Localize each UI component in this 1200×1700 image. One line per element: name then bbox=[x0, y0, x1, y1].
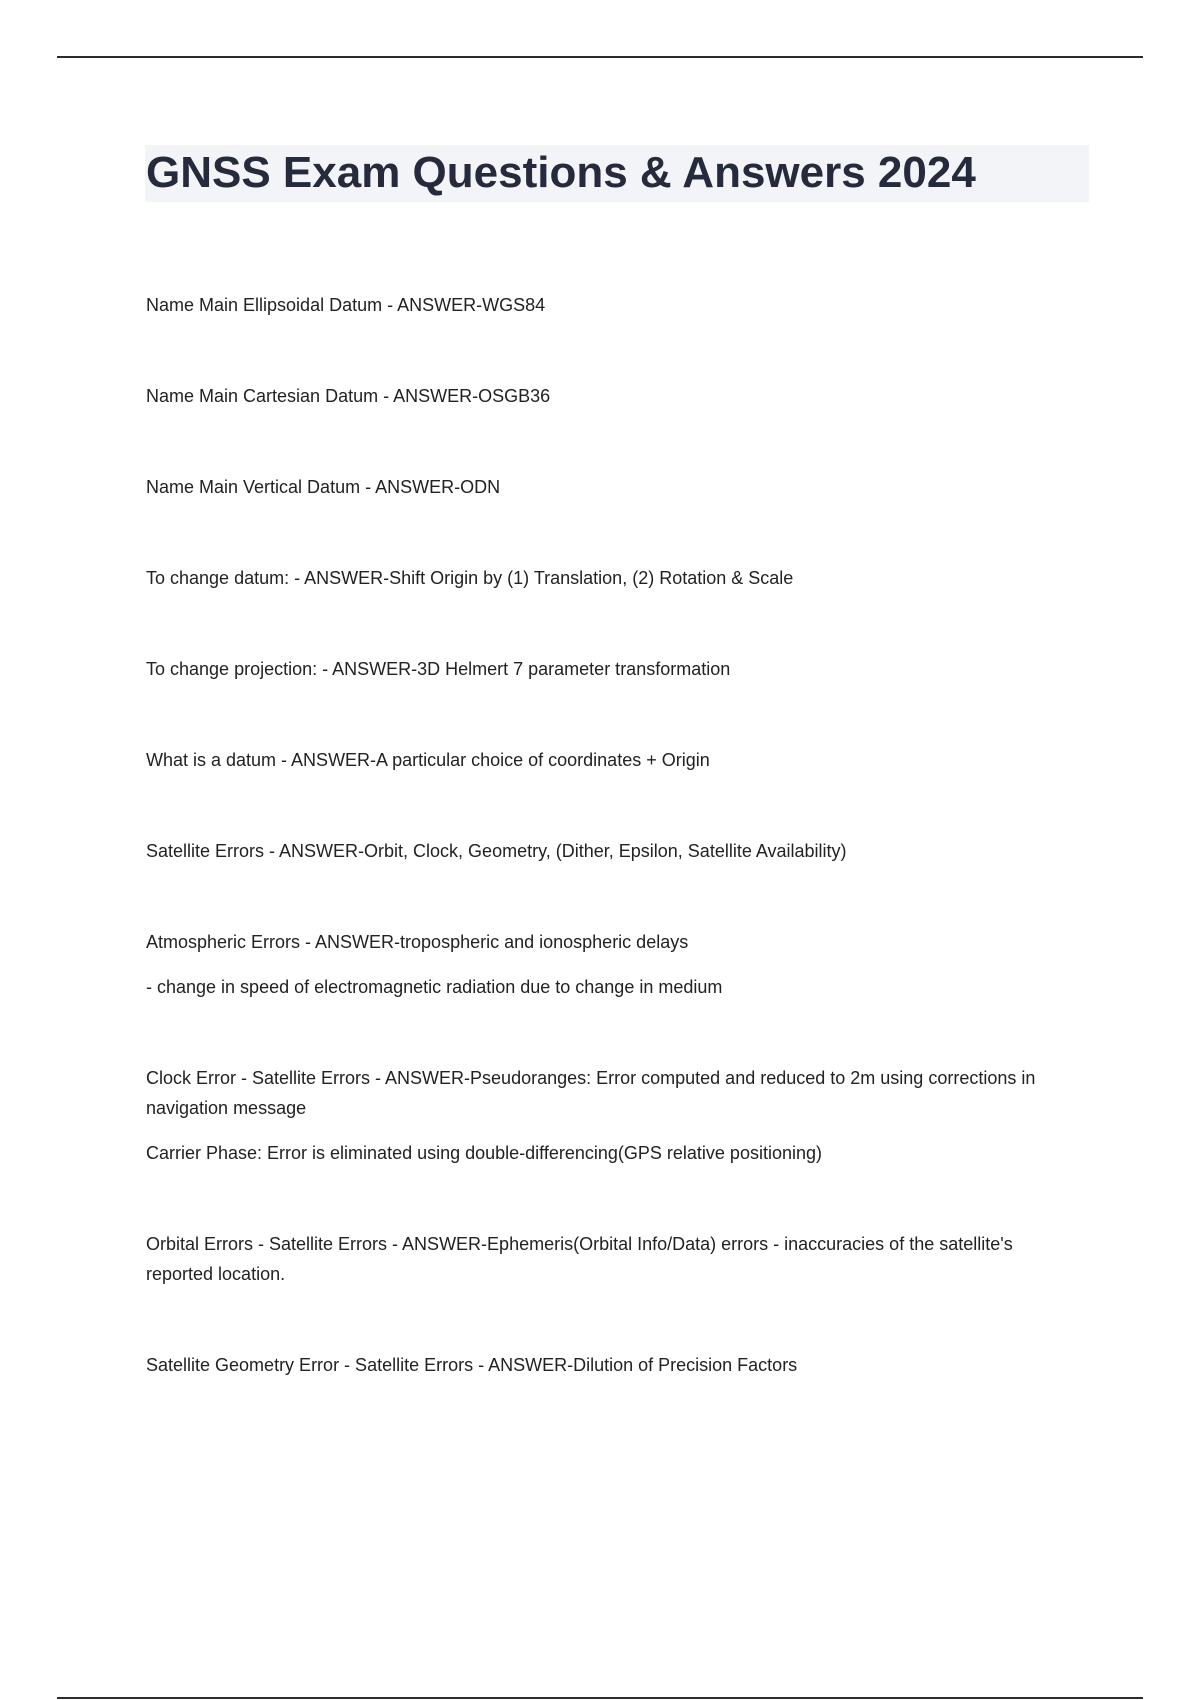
qa-item bbox=[146, 1229, 1046, 1289]
qa-item bbox=[146, 1350, 1046, 1380]
page-title: GNSS Exam Questions & Answers 2024 bbox=[146, 148, 976, 197]
qa-text: Name Main Ellipsoidal Datum - ANSWER-WGS84 bbox=[146, 295, 546, 315]
qa-item bbox=[146, 290, 1046, 320]
top-divider bbox=[57, 56, 1143, 58]
qa-text: Atmospheric Errors - ANSWER-tropospheric and ionospheric delays bbox=[146, 932, 689, 952]
qa-item bbox=[146, 745, 1046, 775]
qa-item bbox=[146, 836, 1046, 866]
qa-item bbox=[146, 381, 1046, 411]
qa-item bbox=[146, 472, 1046, 502]
qa-text: Name Main Cartesian Datum - ANSWER-OSGB36 bbox=[146, 386, 551, 406]
qa-text: To change datum: - ANSWER-Shift Origin by (1) Translation, (2) Rotation & Scale bbox=[146, 568, 794, 588]
qa-item bbox=[146, 563, 1046, 593]
qa-text-continued: - change in speed of electromagnetic radiation due to change in medium bbox=[146, 977, 723, 997]
qa-text: What is a datum - ANSWER-A particular choice of coordinates + Origin bbox=[146, 750, 710, 770]
qa-text: Clock Error - Satellite Errors - ANSWER-Pseudoranges: Error computed and reduced to 2m using corrections in navigation message bbox=[146, 1068, 1036, 1118]
qa-text-continued: Carrier Phase: Error is eliminated using double-differencing(GPS relative positioning) bbox=[146, 1143, 822, 1163]
qa-text: To change projection: - ANSWER-3D Helmert 7 parameter transformation bbox=[146, 659, 731, 679]
qa-item bbox=[146, 654, 1046, 684]
qa-text: Satellite Errors - ANSWER-Orbit, Clock, Geometry, (Dither, Epsilon, Satellite Availability) bbox=[146, 841, 847, 861]
qa-text: Orbital Errors - Satellite Errors - ANSWER-Ephemeris(Orbital Info/Data) errors - inaccuracies of the satellite's reported location. bbox=[146, 1234, 1013, 1284]
qa-item bbox=[146, 927, 1046, 1002]
bottom-divider bbox=[57, 1697, 1143, 1699]
qa-text: Satellite Geometry Error - Satellite Errors - ANSWER-Dilution of Precision Factors bbox=[146, 1355, 798, 1375]
qa-item bbox=[146, 1063, 1046, 1168]
qa-text: Name Main Vertical Datum - ANSWER-ODN bbox=[146, 477, 501, 497]
qa-list bbox=[146, 290, 1046, 1441]
